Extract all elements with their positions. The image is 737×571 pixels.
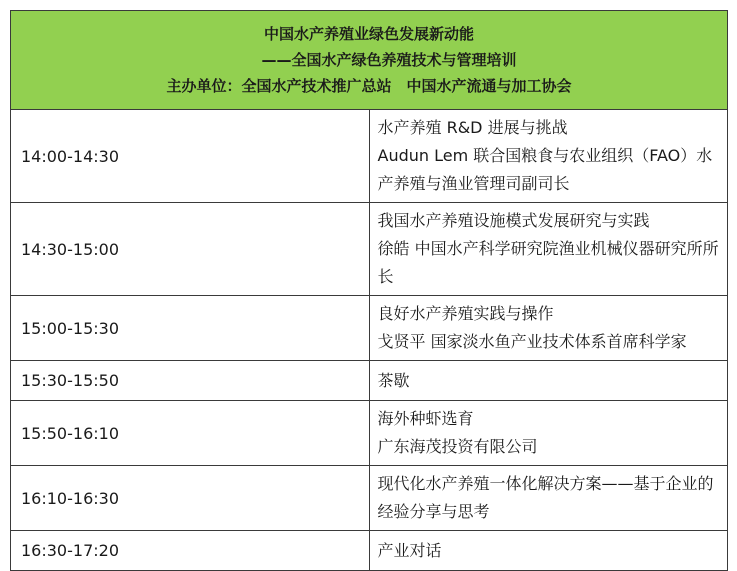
session-time: 16:10-16:30 [11,466,370,531]
header-row [11,11,728,110]
session-speaker: 徐皓 中国水产科学研究院渔业机械仪器研究所所长 [377,239,719,286]
session-speaker: 戈贤平 国家淡水鱼产业技术体系首席科学家 [377,332,687,351]
session-topic: 海外种虾选育 [377,409,474,428]
session-content [369,110,728,203]
session-time: 16:30-17:20 [11,531,370,571]
session-topic: 良好水产养殖实践与操作 [377,304,554,323]
session-row [11,401,728,466]
session-content [369,361,728,401]
session-row [11,110,728,203]
session-content [369,531,728,571]
agenda-table [10,10,728,571]
session-topic: 产业对话 [377,540,442,560]
session-topic: 现代化水产养殖一体化解决方案——基于企业的经验分享与思考 [377,474,714,521]
header-cell [11,11,728,110]
session-topic: 茶歇 [377,370,410,390]
agenda-subtitle: ——全国水产绿色养殖技术与管理培训 [261,51,517,69]
agenda-organizers: 主办单位：全国水产技术推广总站 中国水产流通与加工协会 [166,77,572,95]
session-topic: 水产养殖 R&D 进展与挑战 [377,118,568,137]
session-row [11,361,728,401]
session-time: 14:00-14:30 [11,110,370,203]
session-content [369,401,728,466]
session-time: 15:30-15:50 [11,361,370,401]
session-time: 15:50-16:10 [11,401,370,466]
session-speaker: Audun Lem 联合国粮食与农业组织（FAO）水产养殖与渔业管理司副司长 [377,146,713,193]
session-content [369,296,728,361]
session-content [369,466,728,531]
session-speaker: 广东海茂投资有限公司 [377,437,538,456]
session-row [11,296,728,361]
session-time: 14:30-15:00 [11,203,370,296]
session-row [11,466,728,531]
session-content [369,203,728,296]
session-row [11,531,728,571]
session-topic: 我国水产养殖设施模式发展研究与实践 [377,211,650,230]
agenda-title: 中国水产养殖业绿色发展新动能 [263,25,474,43]
session-time: 15:00-15:30 [11,296,370,361]
session-row [11,203,728,296]
